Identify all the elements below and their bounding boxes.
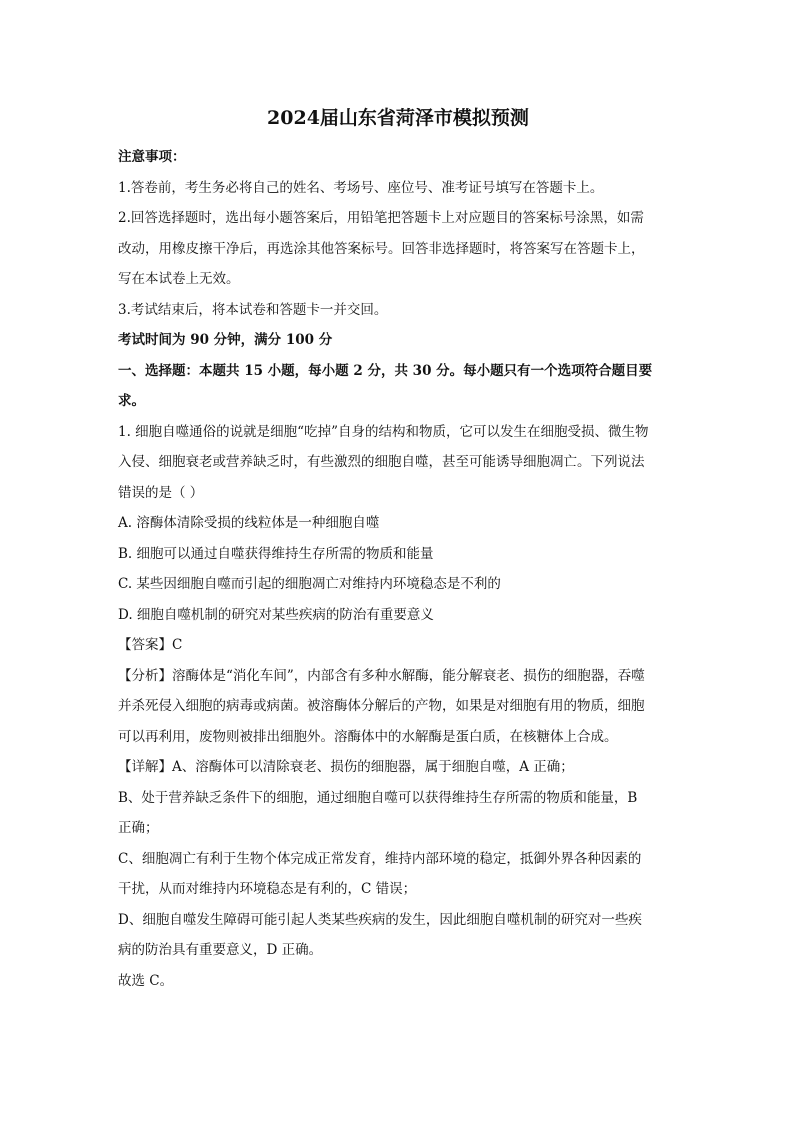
answer: 【答案】C	[118, 637, 183, 653]
document-page	[118, 104, 678, 996]
page-title: 2024届山东省菏泽市模拟预测	[267, 107, 529, 129]
explanation-line: D、细胞自噬发生障碍可能引起人类某些疾病的发生，因此细胞自噬机制的研究对一些疾	[118, 911, 642, 928]
explanation-line: C、细胞凋亡有利于生物个体完成正常发育，维持内部环境的稳定，抵御外界各种因素的	[118, 850, 642, 867]
notice-item: 2.回答选择题时，选出每小题答案后，用铅笔把答题卡上对应题目的答案标号涂黑，如需	[118, 210, 644, 226]
explanation-line: 病的防治具有重要意义，D 正确。	[118, 942, 323, 958]
explanation-line: 正确；	[118, 820, 159, 836]
analysis-line: 可以再利用，废物则被排出细胞外。溶酶体中的水解酶是蛋白质，在核糖体上合成。	[118, 728, 618, 745]
explanation-line: 【详解】A、溶酶体可以清除衰老、损伤的细胞器，属于细胞自噬，A 正确；	[118, 759, 574, 775]
explanation-line: 干扰，从而对维持内环境稳态是有利的，C 错误；	[118, 881, 417, 897]
option-b: B. 细胞可以通过自噬获得维持生存所需的物质和能量	[118, 545, 434, 562]
analysis-line: 【分析】溶酶体是“消化车间”，内部含有多种水解酶，能分解衰老、损伤的细胞器，吞噬	[118, 667, 645, 684]
option-d: D. 细胞自噬机制的研究对某些疾病的防治有重要意义	[118, 606, 434, 623]
notice-item: 改动，用橡皮擦干净后，再选涂其他答案标号。回答非选择题时，将答案写在答题卡上，	[118, 240, 645, 257]
question-stem: 1. 细胞自噬通俗的说就是细胞“吃掉”自身的结构和物质，它可以发生在细胞受损、微生物	[118, 423, 649, 440]
notice-item: 写在本试卷上无效。	[118, 271, 240, 287]
option-c: C. 某些因细胞自噬而引起的细胞凋亡对维持内环境稳态是不利的	[118, 576, 501, 592]
exam-time: 考试时间为 90 分钟，满分 100 分	[118, 332, 333, 348]
question-stem: 错误的是（ ）	[118, 484, 204, 501]
explanation-line: B、处于营养缺乏条件下的细胞，通过细胞自噬可以获得维持生存所需的物质和能量，B	[118, 789, 638, 806]
section-heading: 求。	[118, 393, 145, 409]
notice-item: 1.答卷前，考生务必将自己的姓名、考场号、座位号、准考证号填写在答题卡上。	[118, 179, 604, 196]
question-stem: 入侵、细胞衰老或营养缺乏时，有些激烈的细胞自噬，甚至可能诱导细胞凋亡。下列说法	[118, 454, 645, 470]
section-heading: 一、选择题：本题共 15 小题，每小题 2 分，共 30 分。每小题只有一个选项符合题目要	[118, 362, 653, 379]
explanation-line: 故选 C。	[118, 972, 174, 989]
notice-item: 3.考试结束后，将本试卷和答题卡一并交回。	[118, 301, 388, 318]
notice-heading: 注意事项：	[118, 149, 186, 165]
analysis-line: 并杀死侵入细胞的病毒或病菌。被溶酶体分解后的产物，如果是对细胞有用的物质，细胞	[118, 698, 645, 714]
option-a: A. 溶酶体清除受损的线粒体是一种细胞自噬	[118, 515, 380, 531]
